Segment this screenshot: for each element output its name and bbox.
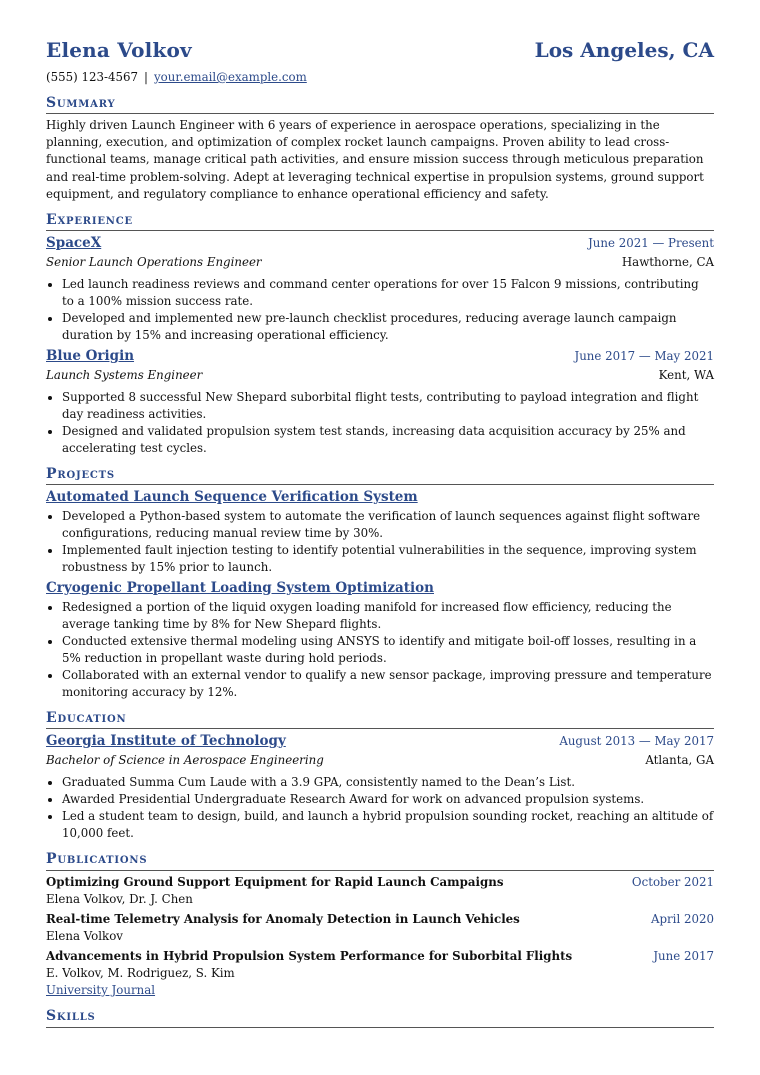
bullet-item: • Awarded Presidential Undergraduate Research Award for work on advanced propulsion systems. <box>62 791 714 808</box>
project-entry <box>46 579 714 701</box>
publication-authors: E. Volkov, M. Rodriguez, S. Kim <box>46 966 235 981</box>
project-entry <box>46 488 714 576</box>
bullet-item: • Redesigned a portion of the liquid oxygen loading manifold for increased flow efficiency, reducing the average tanking time by 8% for New Shepard flights. <box>62 599 714 633</box>
publication-authors: Elena Volkov <box>46 928 123 943</box>
publication-title: Real-time Telemetry Analysis for Anomaly Detection in Launch Vehicles <box>46 911 520 926</box>
section-title-experience: Experience <box>46 211 714 231</box>
education-dates: August 2013 — May 2017 <box>559 734 714 749</box>
project-name-link[interactable]: Cryogenic Propellant Loading System Optimization <box>46 580 434 597</box>
publication-entry <box>46 948 714 999</box>
bullet-list <box>46 774 714 842</box>
job-location: Kent, WA <box>658 367 714 382</box>
section-title-publications: Publications <box>46 850 714 870</box>
bullet-item: • Collaborated with an external vendor to qualify a new sensor package, improving pressure and temperature monitoring accuracy by 12%. <box>62 667 714 701</box>
phone-number: (555) 123-4567 <box>46 70 138 84</box>
bullet-item: • Implemented fault injection testing to identify potential vulnerabilities in the sequence, improving system robustness by 15% prior to launch. <box>62 542 714 576</box>
contact-separator: | <box>144 70 148 84</box>
employment-dates: June 2021 — Present <box>588 235 714 250</box>
summary-text: Highly driven Launch Engineer with 6 years of experience in aerospace operations, specializing in the planning, execution, and optimization of complex rocket launch campaigns. Proven ability to lead cross-functional teams, manage critical path activities, and ensure mission success through meticulous preparation and real-time problem-solving. Adept at leveraging technical expertise in propulsion systems, ground support equipment, and regulatory compliance to enhance operational efficiency and safety. <box>46 118 704 201</box>
section-title-skills: Skills <box>46 1007 714 1027</box>
employer-link[interactable]: Blue Origin <box>46 347 135 364</box>
resume-header <box>46 36 714 65</box>
section-title-education: Education <box>46 709 714 729</box>
bullet-item: • Graduated Summa Cum Laude with a 3.9 GPA, consistently named to the Dean’s List. <box>62 774 714 791</box>
bullet-list <box>46 599 714 702</box>
bullet-item: • Developed and implemented new pre-launch checklist procedures, reducing average launch campaign duration by 15% and increasing operational efficiency. <box>62 310 714 344</box>
bullet-item: • Conducted extensive thermal modeling using ANSYS to identify and mitigate boil-off losses, resulting in a 5% reduction in propellant waste during hold periods. <box>62 633 714 667</box>
education-entry <box>46 732 714 842</box>
publication-authors: Elena Volkov, Dr. J. Chen <box>46 891 193 906</box>
job-title: Senior Launch Operations Engineer <box>46 254 262 269</box>
publication-entry <box>46 911 714 945</box>
job-title: Launch Systems Engineer <box>46 367 203 382</box>
publication-title: Optimizing Ground Support Equipment for Rapid Launch Campaigns <box>46 874 504 889</box>
school-link[interactable]: Georgia Institute of Technology <box>46 733 286 750</box>
bullet-item: • Led a student team to design, build, and launch a hybrid propulsion sounding rocket, reaching an altitude of 10,000 feet. <box>62 808 714 842</box>
candidate-location: Los Angeles, CA <box>534 38 714 62</box>
employment-dates: June 2017 — May 2021 <box>574 348 714 363</box>
project-name-link[interactable]: Automated Launch Sequence Verification System <box>46 489 418 506</box>
experience-entry <box>46 234 714 344</box>
bullet-item: • Led launch readiness reviews and command center operations for over 15 Falcon 9 missions, contributing to a 100% mission success rate. <box>62 276 714 310</box>
experience-entry <box>46 347 714 457</box>
publication-date: June 2017 <box>653 949 714 964</box>
section-title-projects: Projects <box>46 465 714 485</box>
publication-date: April 2020 <box>650 911 714 926</box>
publication-date: October 2021 <box>631 874 714 889</box>
employer-link[interactable]: SpaceX <box>46 234 102 251</box>
job-location: Hawthorne, CA <box>621 254 714 269</box>
bullet-item: • Developed a Python-based system to automate the verification of launch sequences against flight software configurations, reducing manual review time by 30%. <box>62 508 714 542</box>
journal-link[interactable]: University Journal <box>46 983 156 998</box>
degree: Bachelor of Science in Aerospace Engineering <box>46 753 324 767</box>
bullet-item: • Designed and validated propulsion system test stands, increasing data acquisition accuracy by 25% and accelerating test cycles. <box>62 423 714 457</box>
contact-line <box>46 69 714 86</box>
school-location: Atlanta, GA <box>645 753 714 767</box>
publication-entry <box>46 874 714 908</box>
bullet-list <box>46 276 714 344</box>
section-title-summary: Summary <box>46 94 714 114</box>
candidate-name: Elena Volkov <box>46 38 192 62</box>
bullet-list <box>46 389 714 457</box>
bullet-item: • Supported 8 successful New Shepard suborbital flight tests, contributing to payload integration and flight day readiness activities. <box>62 389 714 423</box>
email-link[interactable]: your.email@example.com <box>153 70 307 84</box>
publication-title: Advancements in Hybrid Propulsion System Performance for Suborbital Flights <box>46 949 573 964</box>
bullet-list <box>46 508 714 576</box>
